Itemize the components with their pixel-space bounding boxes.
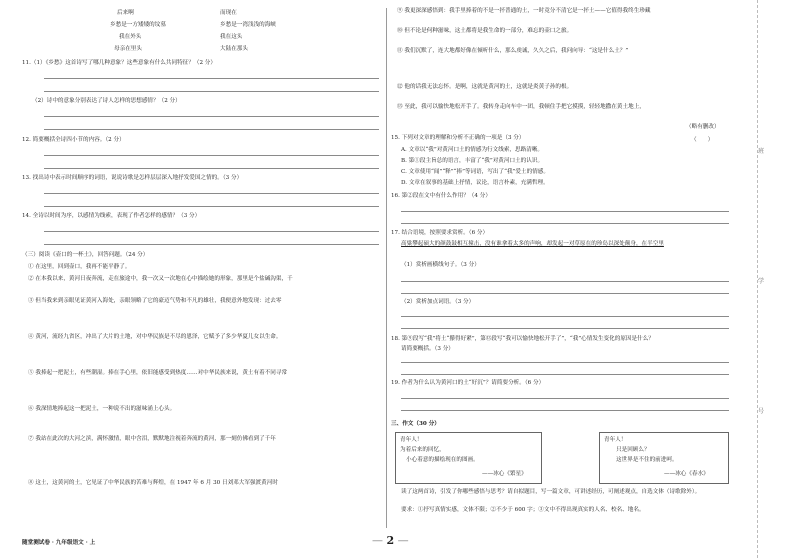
answer-line[interactable] [401,398,729,399]
option-d: D. 文章在叙事的基础上抒情，议论，语言朴素，充满哲理。 [401,180,549,186]
answer-line[interactable] [401,374,729,375]
question-17: 17. 结合语境，按照要求赏析。（6 分） [391,230,489,236]
reading-paragraph: ⑧ 这土，这黄河的土，它见证了中华民族的苦难与辉煌，在 1947 年 6 月 30 日刘邓大军强渡黄河时 [28,480,278,486]
question-17-2: （2）赏析加点词语。（3 分） [401,299,475,305]
poem-line: 我在这头 [220,34,243,40]
source-note: （略有删改） [686,124,720,130]
margin-label: 班 [758,148,765,155]
poem-line: 母亲在里头 [114,46,142,52]
poem-line: 后来啊 [117,10,134,16]
reading-paragraph: ⑬ 至此，我可以愉快地松开手了。我转身走向车中一团，我顿住手把它摸摸，轻轻地撒在黄土地上， [397,104,645,110]
essay-header: 三、作文（30 分） [391,421,440,427]
answer-line[interactable] [44,244,379,245]
poem-line: 我在外头 [119,34,142,40]
question-16: 16. 第②段在文中有什么作用？（4 分） [391,193,491,199]
reading-paragraph: ③ 但当我来到亲眼见证黄河入海处，亲眼领略了它的豪迈气势和不凡的雄壮，我便意外地发现：过去零 [28,298,282,304]
quote-source: ——冰心《春水》 [664,471,709,477]
option-c: C. 文章使用“闻”“释”“捧”等词语，写出了“我”爱土的情感。 [401,169,549,175]
column-divider [386,8,387,528]
option-a: A. 文章以“我”对黄河口土的情感为行文线索，思路清晰。 [401,147,543,153]
reading-paragraph: ⑤ 我捧起一把泥土，有些潮湿。捧在手心里，依旧能感受到热度……对中华民族来说，黄土有着不同寻常 [28,370,288,376]
option-b: B. 第①段主旨总的语言，丰富了“我”对黄河口土的认识。 [401,158,544,164]
reading-paragraph: ⑫ 他的话我无法忘怀。是啊，这就是黄河的土，这就是炎黄子孙的根。 [397,84,573,90]
question-15: 15. 下列对文章的理解和分析不正确的一项是（3 分） [391,135,525,141]
margin-label: 学 [758,278,765,285]
quote-line: 青年人！ [604,437,627,443]
reading-paragraph: ⑪ 我们沉默了，连大地都好像在倾听什么，那么虔诚，久久之后，我问向导：“这是什么土？” [397,48,629,54]
answer-line[interactable] [44,91,379,92]
page-number-dash: — [394,534,409,547]
answer-line[interactable] [401,223,729,224]
page-number-value: 2 [386,534,395,547]
question-11-1: 11.（1）《乡愁》这首诗写了哪几种意象？这些意象有什么共同特征？（2 分） [22,60,216,66]
answer-bracket[interactable]: （ ） [691,137,714,143]
question-13: 13. 找出诗中表示时间顺序的词语，说说诗歌是怎样层层深入地抒发爱国之情的。（3 分） [22,175,243,181]
quote-source: ——冰心《繁星》 [482,471,527,477]
answer-line[interactable] [44,116,379,117]
reading-paragraph: ⑨ 我更深深感悟到：我手里捧着的不是一抔普通的土，一时竟分不清它是一抔土——它值得我终生珍藏 [397,8,651,14]
answer-line[interactable] [401,328,729,329]
answer-line[interactable] [401,211,729,212]
poem-line: 乡愁是一湾浅浅的海峡 [220,22,276,28]
binding-margin [744,0,790,558]
reading-header: （三）阅读《壶口的一杯土》，回答问题。（24 分） [22,252,149,258]
poem-line: 大陆在那头 [220,46,248,52]
reading-paragraph: ④ 黄河，流经九省区，冲出了大片的土地，对中华民族是不尽的恩泽，它赋予了多少华夏儿女以生命。 [28,334,282,340]
quote-box-left [395,432,542,484]
quote-line: 为着后来的回忆， [400,447,445,453]
page-number [372,534,409,547]
answer-line[interactable] [401,316,729,317]
answer-line[interactable] [401,410,729,411]
quote-line: 青年人！ [400,437,423,443]
essay-prompt: 读了这两首诗，引发了你哪些感悟与思考？请自拟题目，写一篇文章，可讲述经历，可阐述观点，自选文体（诗歌除外）。 [401,489,701,495]
quote-line: 小心着意的描绘现在的图画。 [406,457,479,463]
question-18: 18. 第⑨段写“我”将土“攥得好紧”，第⑬段写“我可以愉快地松开手了”，“我”心情发生变化的原因是什么？ [391,336,654,342]
answer-line[interactable] [44,193,379,194]
margin-label: 号 [758,408,765,415]
answer-line[interactable] [44,155,379,156]
question-17-1: （1）赏析画横线句子。（3 分） [401,262,480,268]
question-18-cont: 请简要概括。（3 分） [401,346,454,352]
answer-line[interactable] [401,362,729,363]
quote-box-right [599,432,729,484]
reading-paragraph: ⑦ 我站在此次的大河之滨，满怀激情，眼中含泪，默默地注视着奔流的黄河，那一刻仿佛看到了千年 [28,436,276,442]
quoted-sentence: 高粱攀起硕大的颜鼓鼓相互撞击，没有谁拿着太多的声响，却发起一对草原在的珍岛以深处颠身，在半空里 [401,241,664,247]
quote-line: 这世界是不住的前进呵。 [616,457,678,463]
page-number-dash: — [372,534,387,547]
reading-paragraph: ② 在本我以来，黄河日夜奔流，走在旅途中，我一次又一次地在心中描绘她的形象，那里是个盐碱沟渠，千 [28,276,293,282]
answer-line[interactable] [401,293,729,294]
reading-paragraph: ① 在这里，回到壶口，我再不能平静了。 [28,264,131,270]
answer-line[interactable] [44,78,379,79]
reading-paragraph: ⑥ 我深情地捧起这一把泥土，一种说不出的滋味涌上心头。 [28,406,176,412]
answer-line[interactable] [44,168,379,169]
essay-requirements: 要求：①抒写真情实感，文体不限；②不少于 600 字；③文中不得出现真实的人名、校名、地名。 [401,507,645,513]
answer-line[interactable] [44,231,379,232]
quote-line: 只是回顾么？ [616,447,650,453]
question-11-2: （2）诗中的意象分别表达了诗人怎样的思想感情？（2 分） [32,98,181,104]
question-14: 14. 全诗以时间为序，以感情为线索，表现了作者怎样的感情？（3 分） [22,213,201,219]
poem-line: 而现在 [220,10,237,16]
exam-footer-title: 随堂测试卷 · 九年级语文 · 上 [22,540,96,546]
reading-paragraph: ⑩ 但不论是何种滋味，这土都将是我生命的一部分，难忘的壶口之旅。 [397,28,573,34]
answer-line[interactable] [44,206,379,207]
answer-line[interactable] [44,129,379,130]
question-12: 12. 简要概括全诗四小节的内容。（2 分） [22,137,125,143]
poem-line: 乡愁是一方矮矮的坟墓 [110,22,166,28]
answer-line[interactable] [401,281,729,282]
question-19: 19. 作者为什么认为黄河口的土“好沉”？请简要分析。（6 分） [391,380,545,386]
